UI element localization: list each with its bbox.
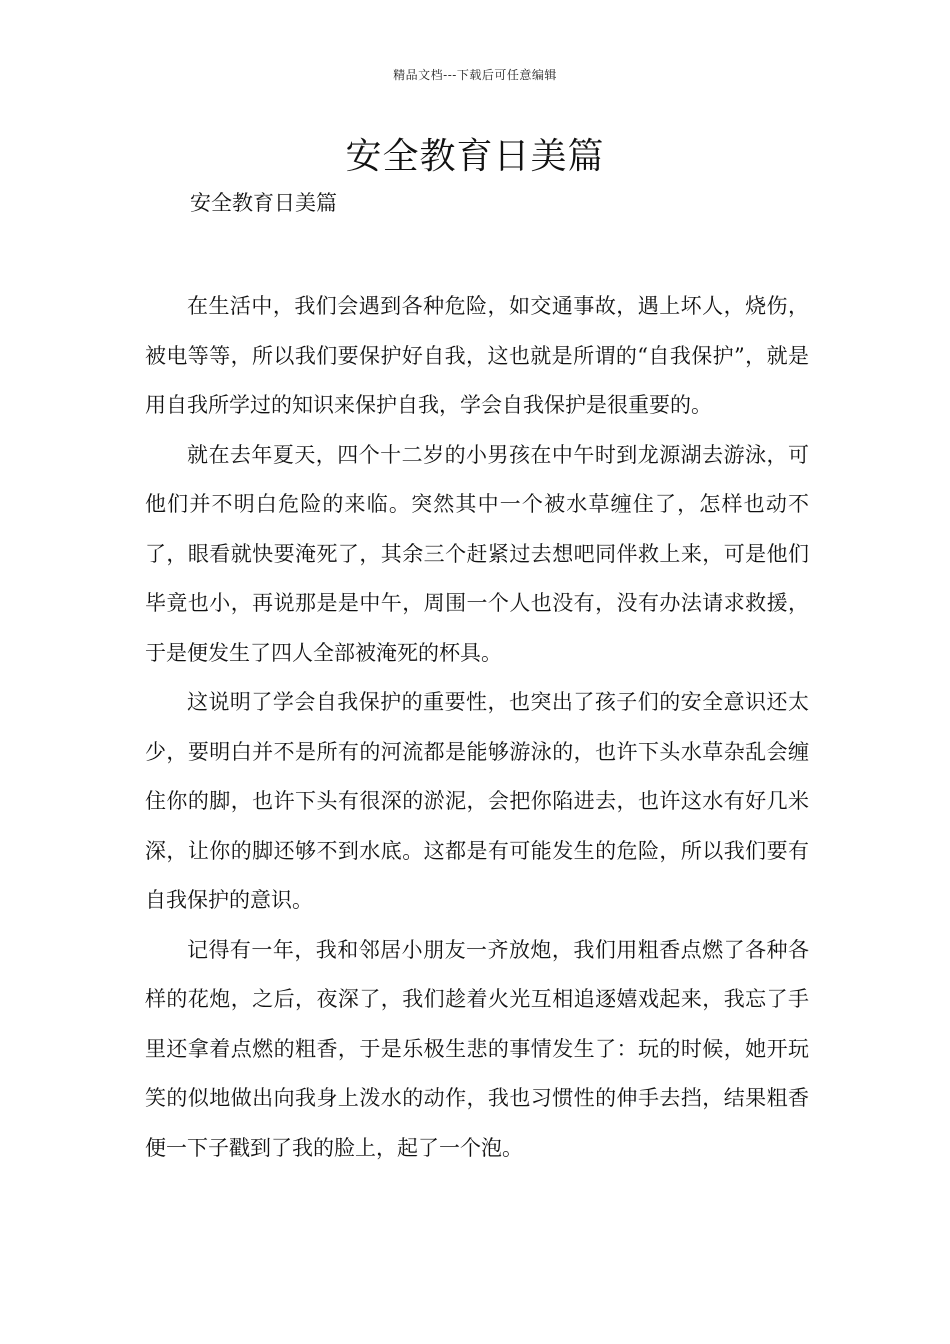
paragraph: 就在去年夏天，四个十二岁的小男孩在中午时到龙源湖去游泳，可他们并不明白危险的来临。突然其中一个被水草缠住了，怎样也动不了，眼看就快要淹死了，其余三个赶紧过去想吧同伴救上来，可是他们毕竟也小，再说那是是中午，周围一个人也没有，没有办法请求救援，于是便发生了四人全部被淹死的杯具。 [145, 442, 809, 665]
paragraph: 记得有一年，我和邻居小朋友一齐放炮，我们用粗香点燃了各种各样的花炮，之后，夜深了，我们趁着火光互相追逐嬉戏起来，我忘了手里还拿着点燃的粗香，于是乐极生悲的事情发生了：玩的时候，她开玩笑的似地做出向我身上泼水的动作，我也习惯性的伸手去挡，结果粗香便一下子戳到了我的脸上，起了一个泡。 [145, 937, 809, 1160]
document-subtitle: 安全教育日美篇 [190, 191, 337, 215]
paragraph: 在生活中，我们会遇到各种危险，如交通事故，遇上坏人，烧伤，被电等等，所以我们要保护好自我，这也就是所谓的“自我保护”，就是用自我所学过的知识来保护自我，学会自我保护是很重要的。 [145, 294, 809, 417]
document-title: 安全教育日美篇 [345, 136, 605, 177]
document-body [145, 282, 809, 1173]
paragraph: 这说明了学会自我保护的重要性，也突出了孩子们的安全意识还太少，要明白并不是所有的河流都是能够游泳的，也许下头水草杂乱会缠住你的脚，也许下头有很深的淤泥，会把你陷进去，也许这水有好几米深，让你的脚还够不到水底。这都是有可能发生的危险，所以我们要有自我保护的意识。 [145, 690, 809, 912]
header-note: 精品文档---下载后可任意编辑 [393, 68, 557, 82]
